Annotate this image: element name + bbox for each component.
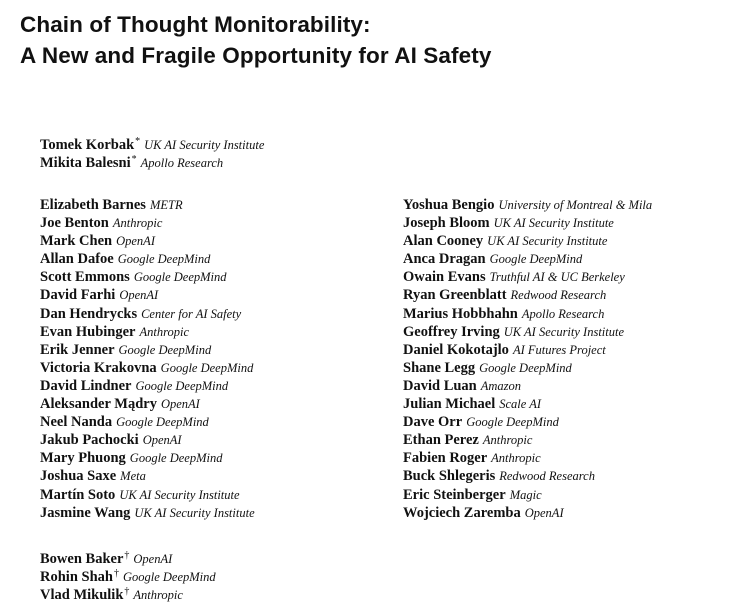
author-affiliation: Center for AI Safety	[141, 306, 242, 321]
author-affiliation: Anthropic	[482, 433, 533, 448]
author-name: Eric Steinberger	[403, 486, 506, 503]
author-name: Joe Benton	[40, 215, 109, 232]
author-affiliation: Google DeepMind	[117, 252, 211, 267]
author-affiliation: UK AI Security Institute	[119, 487, 240, 502]
author-entry	[403, 341, 652, 359]
author-entry	[403, 196, 652, 214]
author-affiliation: Google DeepMind	[133, 270, 227, 285]
author-name: Mikita Balesni	[40, 155, 131, 172]
author-name: Shane Legg	[403, 359, 476, 376]
paper-title	[20, 9, 491, 71]
author-name: Neel Nanda	[40, 414, 113, 431]
author-entry	[40, 395, 255, 413]
author-affiliation: Google DeepMind	[479, 360, 572, 375]
author-entry	[40, 232, 255, 250]
contribution-mark: †	[113, 568, 119, 580]
author-entry	[403, 449, 652, 467]
author-name: Daniel Kokotajlo	[403, 341, 509, 358]
author-name: Mark Chen	[40, 233, 113, 250]
author-name: Ethan Perez	[403, 432, 479, 449]
author-name: Victoria Krakovna	[40, 359, 157, 376]
author-name: David Lindner	[40, 377, 132, 394]
author-entry	[403, 377, 652, 395]
author-affiliation: Google DeepMind	[122, 570, 216, 585]
author-entry	[403, 504, 652, 522]
author-name: Scott Emmons	[40, 269, 130, 286]
author-name: Marius Hobbhahn	[403, 305, 518, 322]
author-entry	[40, 565, 216, 586]
author-name: Jakub Pachocki	[40, 432, 139, 449]
paper-title-line-2: A New and Fragile Opportunity for AI Safety	[20, 43, 492, 68]
author-name: Allan Dafoe	[40, 251, 114, 268]
author-affiliation: Scale AI	[499, 397, 542, 412]
author-name: Erik Jenner	[40, 341, 115, 358]
author-name: Joseph Bloom	[403, 215, 490, 232]
author-affiliation: Truthful AI & UC Berkeley	[489, 270, 625, 285]
senior-authors-list	[40, 547, 216, 604]
author-entry	[403, 431, 652, 449]
author-name: Vlad Mikulik	[40, 587, 124, 604]
author-affiliation: University of Montreal & Mila	[498, 198, 653, 212]
contribution-mark: *	[131, 154, 137, 166]
author-name: Ryan Greenblatt	[403, 287, 507, 304]
author-entry	[40, 377, 255, 395]
author-affiliation: Redwood Research	[510, 288, 607, 303]
author-name: Martín Soto	[40, 486, 116, 503]
author-affiliation: Meta	[120, 469, 146, 484]
author-entry	[40, 449, 255, 467]
author-entry	[40, 151, 264, 172]
author-entry	[40, 341, 255, 359]
authors-left-column	[40, 196, 255, 522]
author-name: Anca Dragan	[403, 251, 486, 268]
lead-authors-list	[40, 133, 265, 172]
author-affiliation: Google DeepMind	[160, 360, 254, 375]
author-name: Geoffrey Irving	[403, 323, 500, 340]
author-entry	[40, 250, 255, 268]
author-affiliation: Google DeepMind	[118, 342, 212, 357]
contribution-mark: *	[135, 136, 141, 147]
author-name: Dave Orr	[403, 414, 463, 431]
paper-title-line-1: Chain of Thought Monitorability:	[20, 12, 371, 37]
author-affiliation: AI Futures Project	[512, 342, 606, 357]
author-entry	[403, 467, 652, 485]
author-entry	[40, 268, 255, 286]
author-name: Buck Shlegeris	[403, 468, 496, 485]
author-affiliation: UK AI Security Institute	[487, 234, 608, 249]
author-entry	[403, 323, 652, 341]
author-name: David Luan	[403, 377, 477, 394]
author-affiliation: UK AI Security Institute	[503, 324, 625, 339]
author-affiliation: Redwood Research	[499, 469, 595, 484]
authors-right-column	[403, 196, 652, 522]
author-entry	[40, 504, 255, 522]
author-name: Evan Hubinger	[40, 323, 136, 340]
author-affiliation: Google DeepMind	[116, 415, 209, 430]
author-affiliation: OpenAI	[119, 288, 159, 303]
author-entry	[40, 196, 255, 214]
author-affiliation: Apollo Research	[140, 156, 224, 171]
author-entry	[403, 395, 652, 413]
author-affiliation: Apollo Research	[521, 306, 605, 321]
author-affiliation: METR	[149, 198, 183, 212]
author-name: Fabien Roger	[403, 450, 488, 467]
author-entry	[40, 583, 216, 604]
author-entry	[403, 286, 652, 304]
author-name: Yoshua Bengio	[403, 197, 495, 213]
author-name: Bowen Baker	[40, 551, 124, 567]
author-affiliation: Anthropic	[112, 216, 163, 231]
author-name: Dan Hendrycks	[40, 305, 138, 322]
author-name: Elizabeth Barnes	[40, 197, 146, 213]
author-entry	[403, 214, 652, 232]
author-name: Owain Evans	[403, 269, 486, 286]
author-entry	[403, 486, 652, 504]
author-name: Mary Phuong	[40, 450, 126, 467]
author-affiliation: UK AI Security Institute	[493, 216, 614, 231]
author-entry	[403, 232, 652, 250]
author-affiliation: OpenAI	[116, 234, 155, 249]
author-affiliation: OpenAI	[160, 397, 200, 412]
author-entry	[403, 305, 652, 323]
author-name: Aleksander Mądry	[40, 396, 157, 413]
contribution-mark: †	[124, 586, 130, 598]
author-affiliation: Anthropic	[139, 324, 190, 339]
author-affiliation: Magic	[509, 487, 542, 502]
author-affiliation: Google DeepMind	[489, 252, 583, 267]
author-entry	[40, 286, 255, 304]
contribution-mark: †	[124, 550, 130, 561]
author-affiliation: Google DeepMind	[129, 451, 223, 466]
author-affiliation: Google DeepMind	[135, 378, 229, 393]
author-entry	[40, 413, 255, 431]
author-affiliation: OpenAI	[142, 433, 182, 448]
author-name: David Farhi	[40, 287, 116, 304]
author-name: Tomek Korbak	[40, 137, 135, 153]
author-name: Rohin Shah	[40, 569, 113, 586]
author-entry	[40, 467, 255, 485]
author-entry	[40, 431, 255, 449]
author-name: Wojciech Zaremba	[403, 504, 521, 521]
author-entry	[40, 486, 255, 504]
author-affiliation: UK AI Security Institute	[134, 505, 255, 520]
author-name: Jasmine Wang	[40, 504, 131, 521]
author-affiliation: Google DeepMind	[466, 415, 559, 430]
author-entry	[40, 133, 264, 151]
author-affiliation: OpenAI	[524, 505, 564, 520]
author-entry	[40, 214, 255, 232]
author-entry	[403, 359, 652, 377]
author-affiliation: UK AI Security Institute	[144, 138, 265, 152]
author-entry	[40, 547, 216, 565]
author-entry	[403, 268, 652, 286]
author-affiliation: Amazon	[480, 378, 522, 393]
author-affiliation: Anthropic	[491, 451, 541, 466]
author-entry	[403, 413, 652, 431]
author-name: Joshua Saxe	[40, 468, 117, 485]
author-entry	[40, 359, 255, 377]
author-entry	[40, 323, 255, 341]
author-name: Julian Michael	[403, 396, 496, 413]
author-affiliation: OpenAI	[133, 552, 173, 566]
author-entry	[403, 250, 652, 268]
author-name: Alan Cooney	[403, 233, 484, 250]
author-affiliation: Anthropic	[133, 588, 183, 603]
author-entry	[40, 305, 255, 323]
